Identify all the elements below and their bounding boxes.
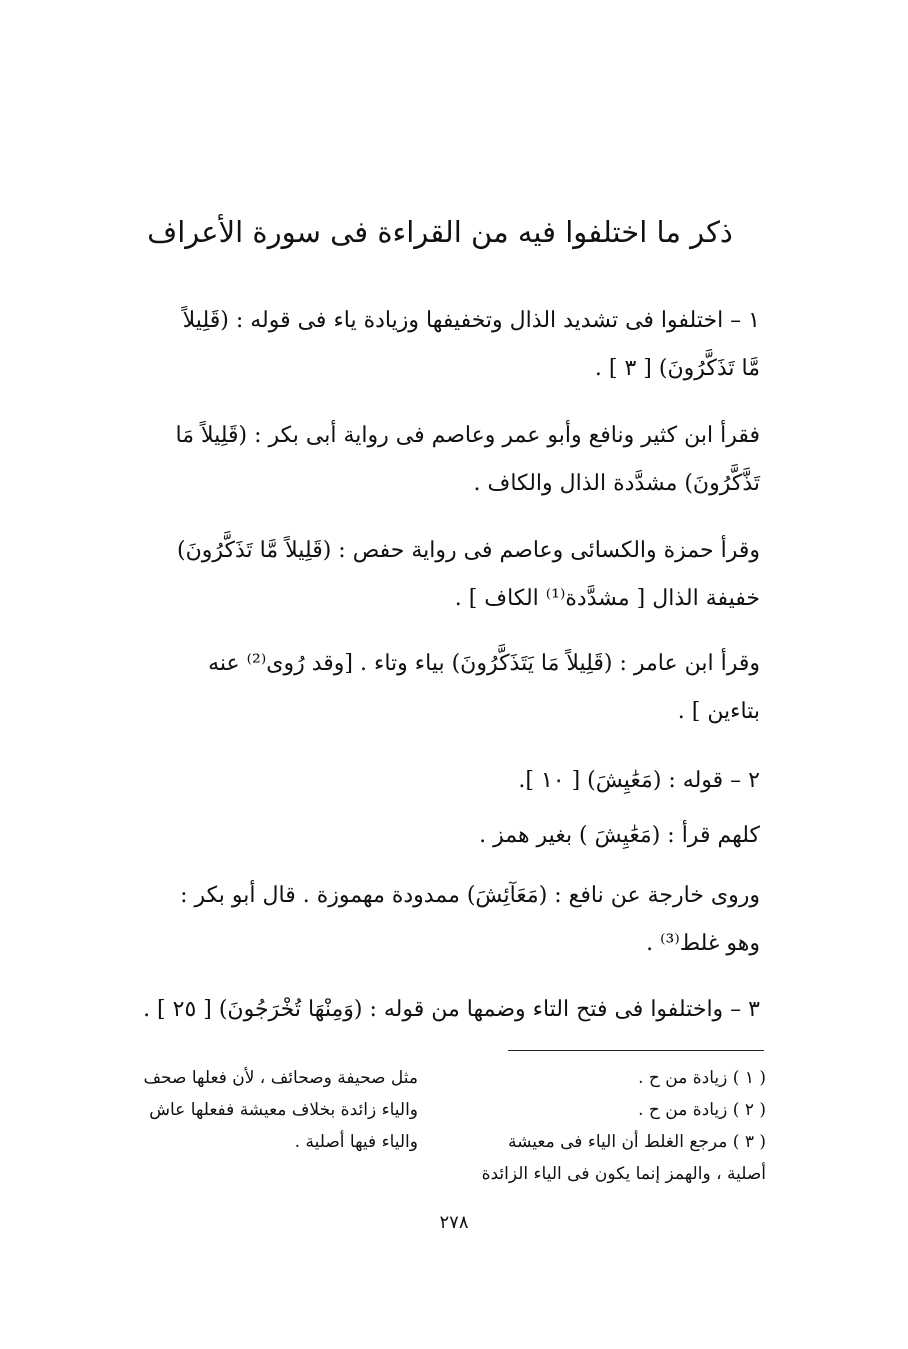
- footnote-divider: [508, 1050, 764, 1051]
- text-line: مَّا تَذَكَّرُونَ) [ ٣ ] .: [594, 356, 760, 381]
- text-line: بتاءين ] .: [677, 699, 760, 724]
- text-line: خفيفة الذال [ مشدَّدة⁽¹⁾ الكاف ] .: [454, 586, 760, 611]
- page-number: ٢٧٨: [439, 1212, 469, 1233]
- text-line: وروى خارجة عن نافع : (مَعَآئِشَ) ممدودة مهموزة . قال أبو بكر :: [180, 883, 760, 908]
- text-line: تَذَّكَّرُونَ) مشدَّدة الذال والكاف .: [473, 471, 760, 496]
- text-line: ٣ – واختلفوا فى فتح التاء وضمها من قوله : (وَمِنْهَا تُخْرَجُونَ) [ ٢٥ ] .: [143, 997, 760, 1022]
- footnote-line: ( ٢ ) زيادة من ح .: [638, 1100, 766, 1120]
- text-line: وقرأ ابن عامر : (قَلِيلاً مَا يَتَذَكَّرُونَ) بياء وتاء . [وقد رُوى⁽²⁾ عنه: [208, 651, 760, 676]
- footnotes-right-column: [446, 1062, 766, 1190]
- footnotes-left-column: [118, 1062, 418, 1158]
- text-line: وقرأ حمزة والكسائى وعاصم فى رواية حفص : (قَلِيلاً مَّا تَذَكَّرُونَ): [177, 538, 760, 563]
- text-line: وهو غلط⁽³⁾ .: [646, 931, 760, 956]
- paragraph-6: [115, 812, 760, 860]
- text-line: ١ – اختلفوا فى تشديد الذال وتخفيفها وزيادة ياء فى قوله : (قَلِيلاً: [182, 308, 760, 333]
- paragraph-3: [115, 527, 760, 623]
- footnote-line: والياء زائدة بخلاف معيشة ففعلها عاش: [149, 1100, 418, 1120]
- paragraph-1: [115, 297, 760, 393]
- paragraph-2: [115, 412, 760, 508]
- text-line: فقرأ ابن كثير ونافع وأبو عمر وعاصم فى رواية أبى بكر : (قَلِيلاً مَا: [175, 423, 760, 448]
- footnote-line: ( ٣ ) مرجع الغلط أن الياء فى معيشة: [508, 1132, 766, 1152]
- paragraph-5: [115, 757, 760, 805]
- footnote-line: مثل صحيفة وصحائف ، لأن فعلها صحف: [143, 1068, 418, 1088]
- text-line: كلهم قرأ : (مَعَٰيِشَ ) بغير همز .: [479, 823, 760, 848]
- paragraph-7: [115, 872, 760, 968]
- footnote-line: أصلية ، والهمز إنما يكون فى الياء الزائدة: [481, 1164, 766, 1184]
- paragraph-4: [115, 640, 760, 736]
- section-title: ذكر ما اختلفوا فيه من القراءة فى سورة الأعراف: [147, 215, 733, 249]
- text-line: ٢ – قوله : (مَعَٰيِشَ) [ ١٠ ].: [518, 768, 760, 793]
- footnote-line: والياء فيها أصلية .: [294, 1132, 418, 1152]
- paragraph-8: [115, 986, 760, 1034]
- footnote-line: ( ١ ) زيادة من ح .: [638, 1068, 766, 1088]
